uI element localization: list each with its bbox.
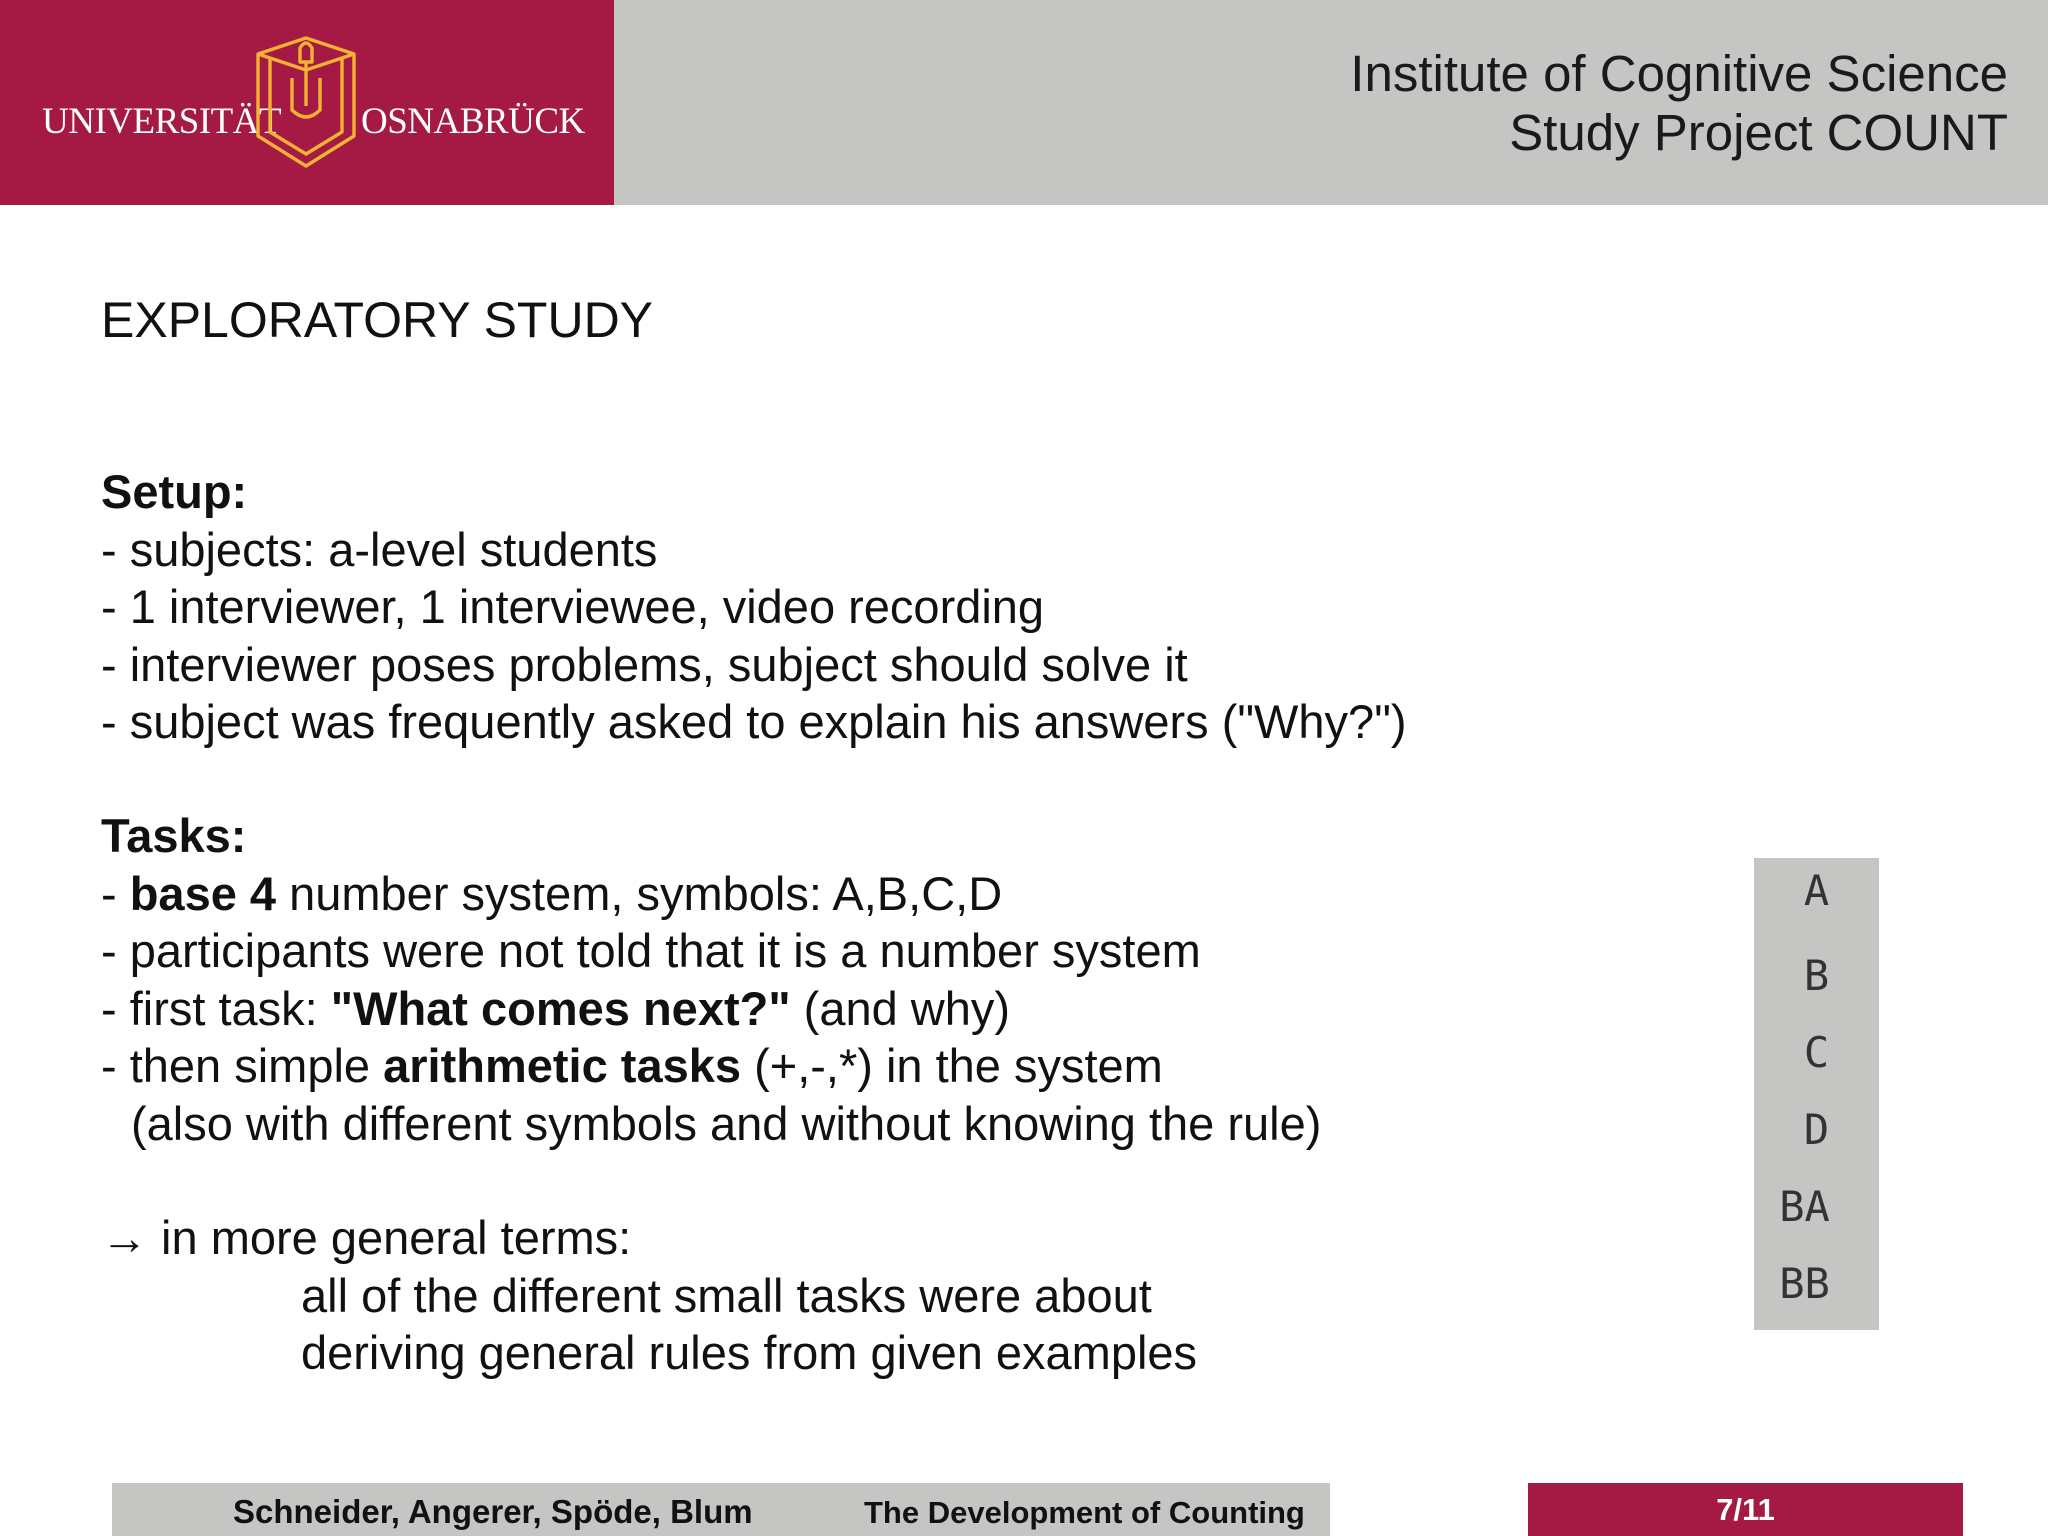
footer-talk-title: The Development of Counting xyxy=(864,1495,1305,1530)
setup-section xyxy=(101,463,1407,751)
general-terms-line: all of the different small tasks were about xyxy=(301,1268,1152,1322)
slide-title: EXPLORATORY STUDY xyxy=(101,292,654,348)
symbol-sequence-box xyxy=(1754,858,1879,1330)
setup-item: - subjects: a-level students xyxy=(101,522,658,576)
page-number: 7/11 xyxy=(1716,1492,1775,1527)
task-text: (and why) xyxy=(790,981,1011,1035)
task-text: number system, symbols: A,B,C,D xyxy=(276,866,1003,920)
symbol-item: B xyxy=(1803,951,1830,1000)
task-prefix: - xyxy=(101,866,130,920)
task-item xyxy=(101,980,1321,1038)
setup-heading: Setup: xyxy=(101,465,248,518)
institute-name: Institute of Cognitive Science xyxy=(1350,45,2008,102)
university-logo-band xyxy=(0,0,614,205)
general-terms-heading: → in more general terms: xyxy=(101,1211,632,1264)
task-item: - participants were not told that it is a number system xyxy=(101,924,1201,977)
symbol-item: D xyxy=(1803,1105,1830,1154)
task-item xyxy=(101,865,1321,923)
general-terms-section xyxy=(101,1209,1197,1382)
setup-item: - subject was frequently asked to explain his answers ("Why?") xyxy=(101,695,1407,748)
university-emblem-icon xyxy=(252,32,360,172)
page-indicator xyxy=(1528,1483,1963,1536)
tasks-section xyxy=(101,807,1321,1152)
university-name-right: OSNABRÜCK xyxy=(361,101,585,142)
general-terms-line: deriving general rules from given examples xyxy=(301,1326,1198,1379)
project-name: Study Project COUNT xyxy=(1509,104,2008,161)
task-emphasis: base 4 xyxy=(129,866,277,920)
setup-item: - interviewer poses problems, subject should solve it xyxy=(101,637,1188,691)
task-emphasis: "What comes next?" xyxy=(330,981,791,1035)
footer-band xyxy=(112,1483,1330,1536)
task-prefix: - first task: xyxy=(101,981,331,1035)
task-text: (+,-,*) in the system xyxy=(741,1039,1163,1092)
task-item-continuation: (also with different symbols and without knowing the rule) xyxy=(131,1096,1322,1150)
task-emphasis: arithmetic tasks xyxy=(383,1039,742,1092)
tasks-heading: Tasks: xyxy=(101,809,247,862)
symbol-item: A xyxy=(1803,866,1830,915)
university-name-left: UNIVERSITÄT xyxy=(42,101,282,142)
task-item xyxy=(101,1037,1321,1095)
task-prefix: - then simple xyxy=(101,1039,384,1092)
institute-info xyxy=(1350,44,2008,162)
footer-authors: Schneider, Angerer, Spöde, Blum xyxy=(233,1493,753,1530)
symbol-item: C xyxy=(1803,1028,1830,1077)
symbol-item: BB xyxy=(1779,1259,1830,1308)
setup-item: - 1 interviewer, 1 interviewee, video recording xyxy=(101,580,1045,633)
symbol-item: BA xyxy=(1779,1182,1830,1231)
